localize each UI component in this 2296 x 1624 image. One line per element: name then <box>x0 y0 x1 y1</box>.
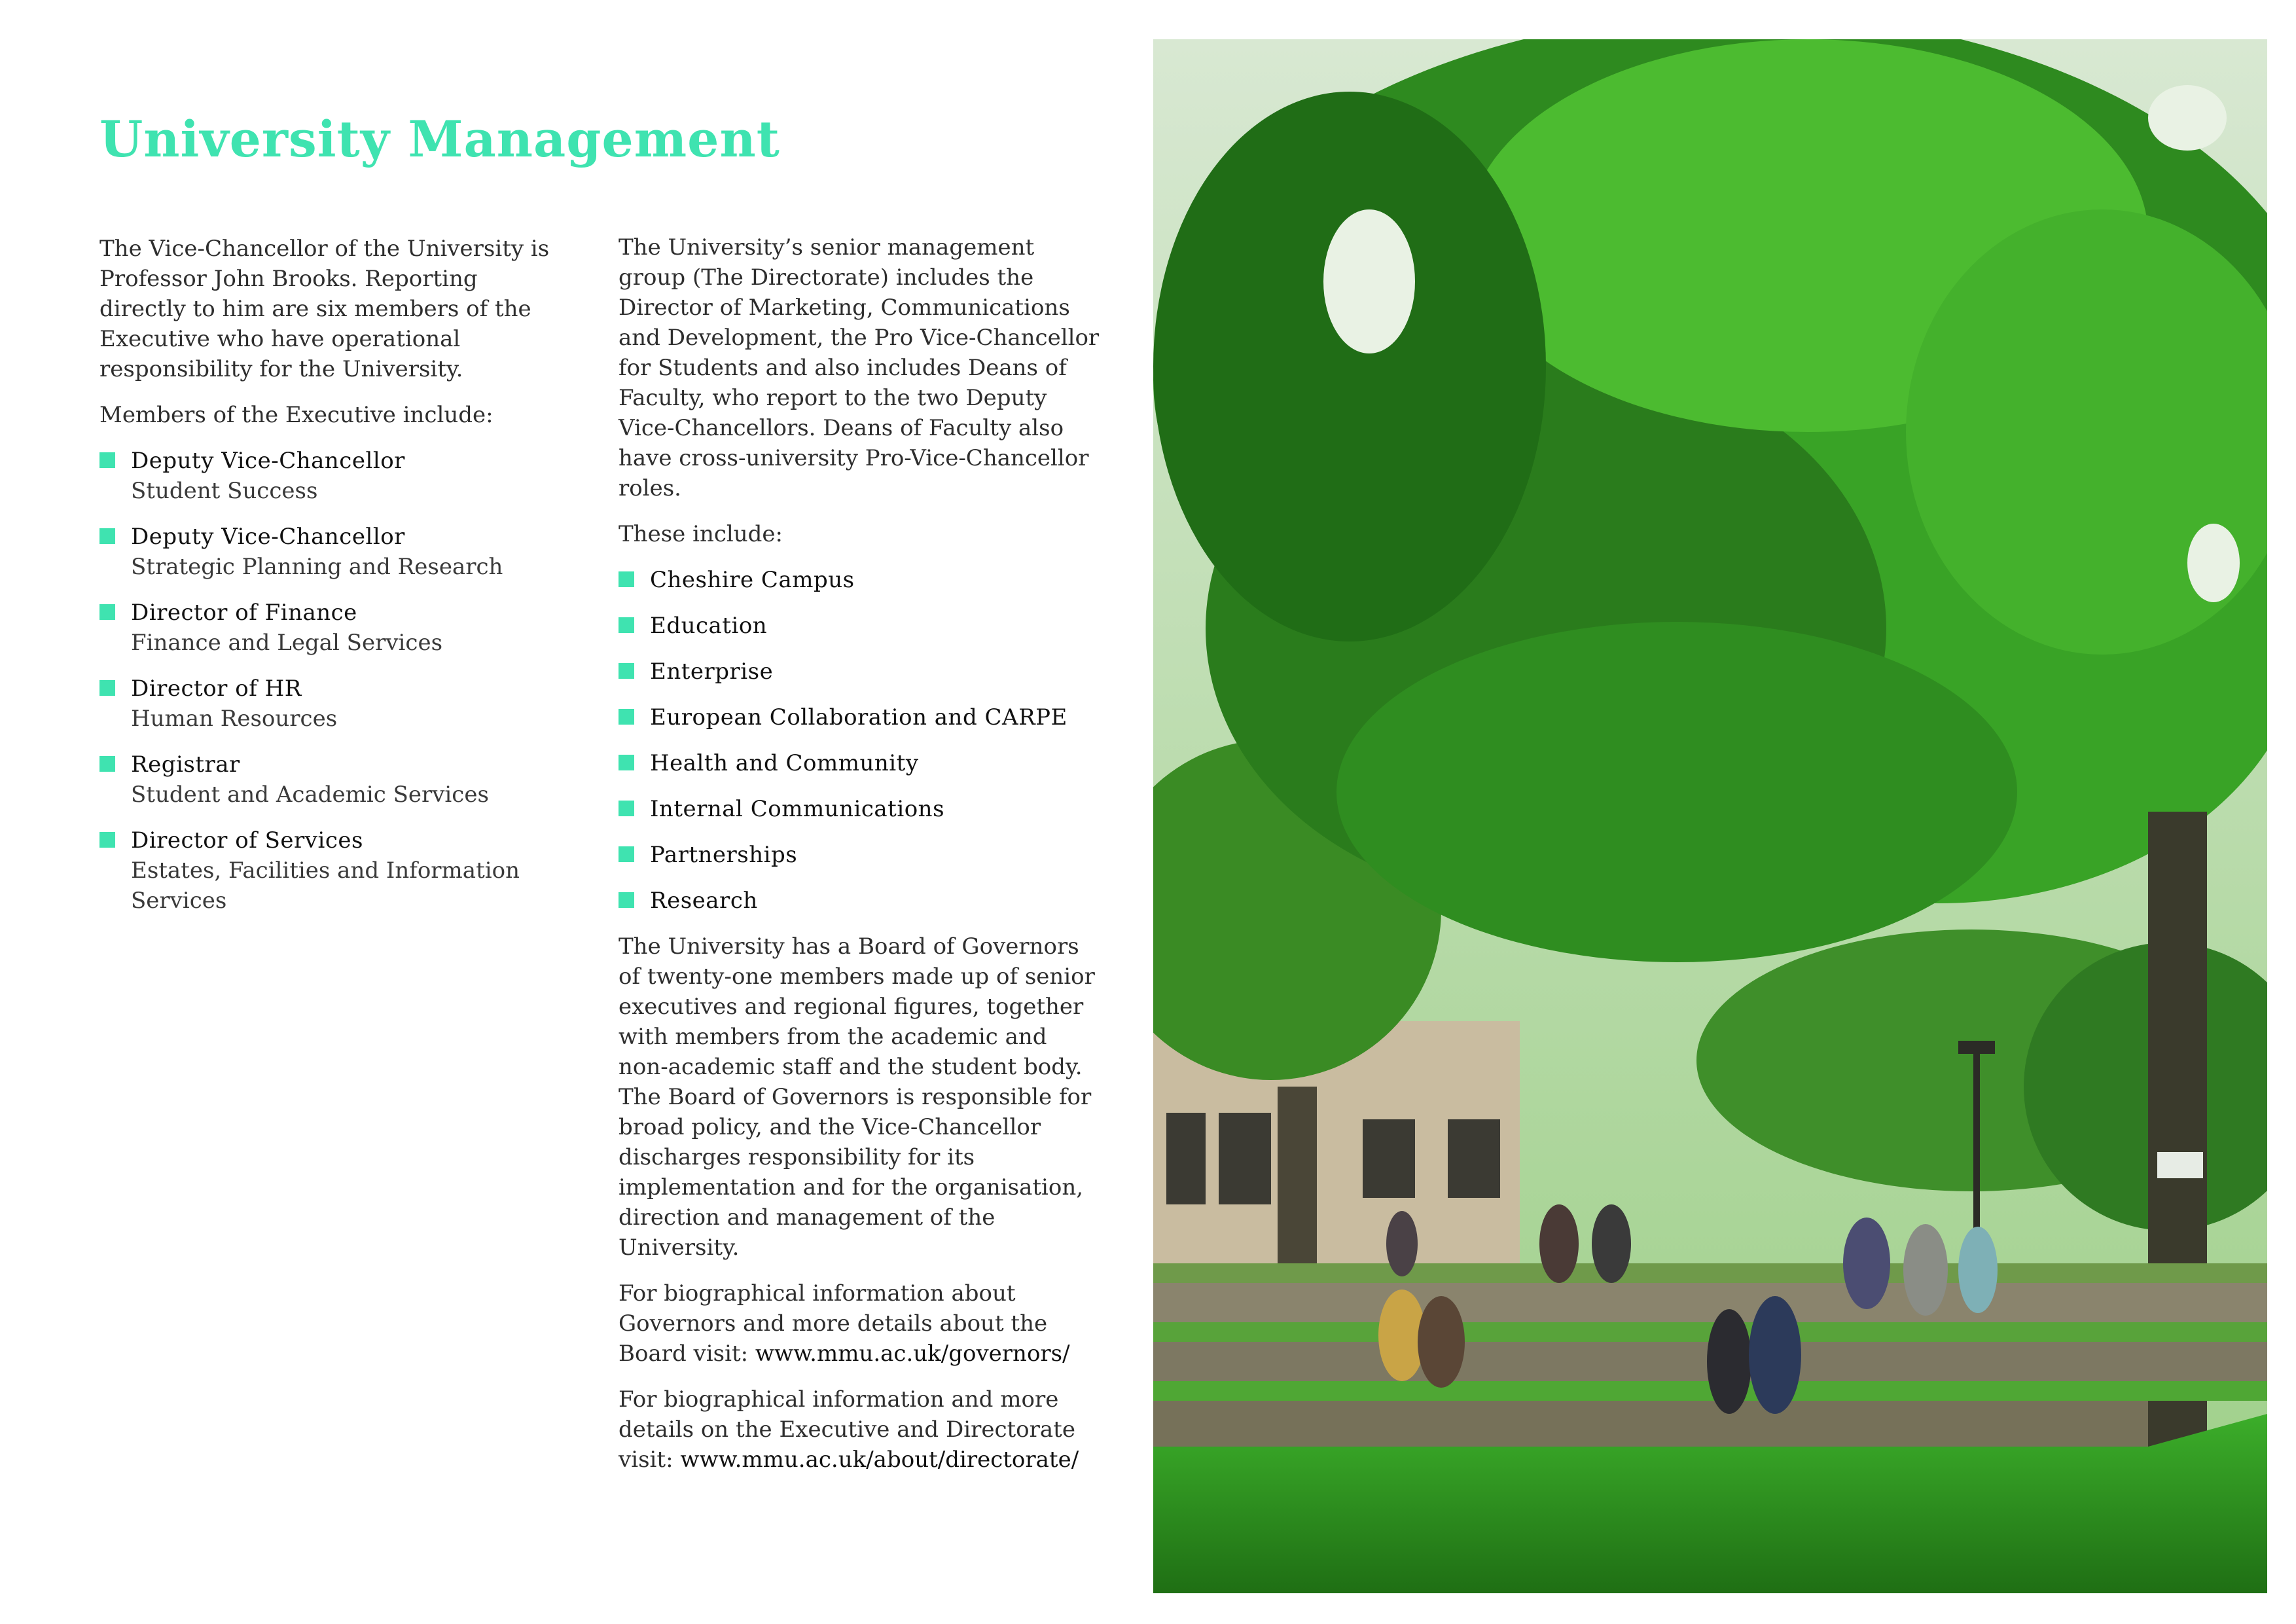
campus-photo <box>1153 39 2267 1593</box>
list-item <box>619 840 1103 870</box>
bullet-square-icon <box>99 756 115 772</box>
board-paragraph: The University has a Board of Governors of twenty-one members made up of senior executives and regional figures, together with members from the academic and non-academic staff and the student body. The Board of Governors is responsible for broad policy, and the Vice-Chancellor discharges responsibility for its implementation and for the organisation, direction and management of the University. <box>619 933 1095 1261</box>
bullet-square-icon <box>99 680 115 696</box>
intro-paragraph: The Vice-Chancellor of the University is Professor John Brooks. Reporting directly to him are six members of the Executive who have operational responsibility for the University. <box>99 236 550 382</box>
faculty-name: Research <box>650 888 758 914</box>
bullet-square-icon <box>99 528 115 544</box>
member-title: Director of Services <box>131 827 363 854</box>
these-include-heading: These include: <box>619 521 783 547</box>
list-item <box>619 565 1103 595</box>
bullet-square-icon <box>619 709 634 725</box>
members-heading: Members of the Executive include: <box>99 402 493 428</box>
list-item <box>619 794 1103 824</box>
bullet-square-icon <box>619 571 634 587</box>
list-item <box>619 611 1103 641</box>
directorate-info-paragraph <box>619 1384 1103 1475</box>
list-item <box>99 749 571 810</box>
governors-info-paragraph <box>619 1278 1103 1369</box>
faculty-list <box>619 565 1103 916</box>
member-title: Director of HR <box>131 676 302 702</box>
faculty-name: Enterprise <box>650 659 774 685</box>
list-item <box>99 522 571 582</box>
bullet-square-icon <box>99 832 115 848</box>
bullet-square-icon <box>99 604 115 620</box>
member-area: Student and Academic Services <box>131 782 489 808</box>
faculty-name: Partnerships <box>650 842 798 868</box>
page-title: University Management <box>99 110 780 168</box>
bullet-square-icon <box>619 755 634 770</box>
member-title: Deputy Vice-Chancellor <box>131 448 405 474</box>
faculty-name: Internal Communications <box>650 796 945 822</box>
list-item <box>99 598 571 658</box>
governors-link[interactable]: www.mmu.ac.uk/governors/ <box>755 1341 1070 1367</box>
list-item <box>99 674 571 734</box>
directorate-paragraph: The University’s senior management group (The Directorate) includes the Director of Marketing, Communications and Development, the Pro Vice-Chancellor for Students and also includes Deans of Faculty, who report to the two Deputy Vice-Chancellors. Deans of Faculty also have cross-university Pro-Vice-Chancellor roles. <box>619 234 1100 501</box>
member-area: Strategic Planning and Research <box>131 554 503 580</box>
member-title: Director of Finance <box>131 600 357 626</box>
directorate-info-text: For biographical information and more details on the Executive and Directorate visit: <box>619 1386 1075 1473</box>
list-item <box>619 657 1103 687</box>
list-item <box>619 748 1103 778</box>
list-item <box>99 446 571 506</box>
faculty-name: Education <box>650 613 768 639</box>
faculty-name: Health and Community <box>650 750 919 776</box>
executive-column <box>99 234 571 931</box>
member-area: Estates, Facilities and Information Services <box>131 857 520 914</box>
member-title: Registrar <box>131 751 240 778</box>
governors-info-text: For biographical information about Governors and more details about the Board visit: <box>619 1280 1048 1367</box>
bullet-square-icon <box>619 801 634 816</box>
member-title: Deputy Vice-Chancellor <box>131 524 405 550</box>
bullet-square-icon <box>619 617 634 633</box>
campus-trees-illustration <box>1153 39 2267 1593</box>
faculty-name: European Collaboration and CARPE <box>650 704 1067 731</box>
list-item <box>99 825 571 916</box>
executive-members-list <box>99 446 571 916</box>
bullet-square-icon <box>99 452 115 468</box>
bullet-square-icon <box>619 846 634 862</box>
bullet-square-icon <box>619 663 634 679</box>
faculty-name: Cheshire Campus <box>650 567 855 593</box>
directorate-column <box>619 232 1103 1490</box>
member-area: Student Success <box>131 478 318 504</box>
directorate-link[interactable]: www.mmu.ac.uk/about/directorate/ <box>680 1447 1079 1473</box>
list-item <box>619 886 1103 916</box>
bullet-square-icon <box>619 892 634 908</box>
list-item <box>619 702 1103 732</box>
member-area: Finance and Legal Services <box>131 630 443 656</box>
member-area: Human Resources <box>131 706 338 732</box>
